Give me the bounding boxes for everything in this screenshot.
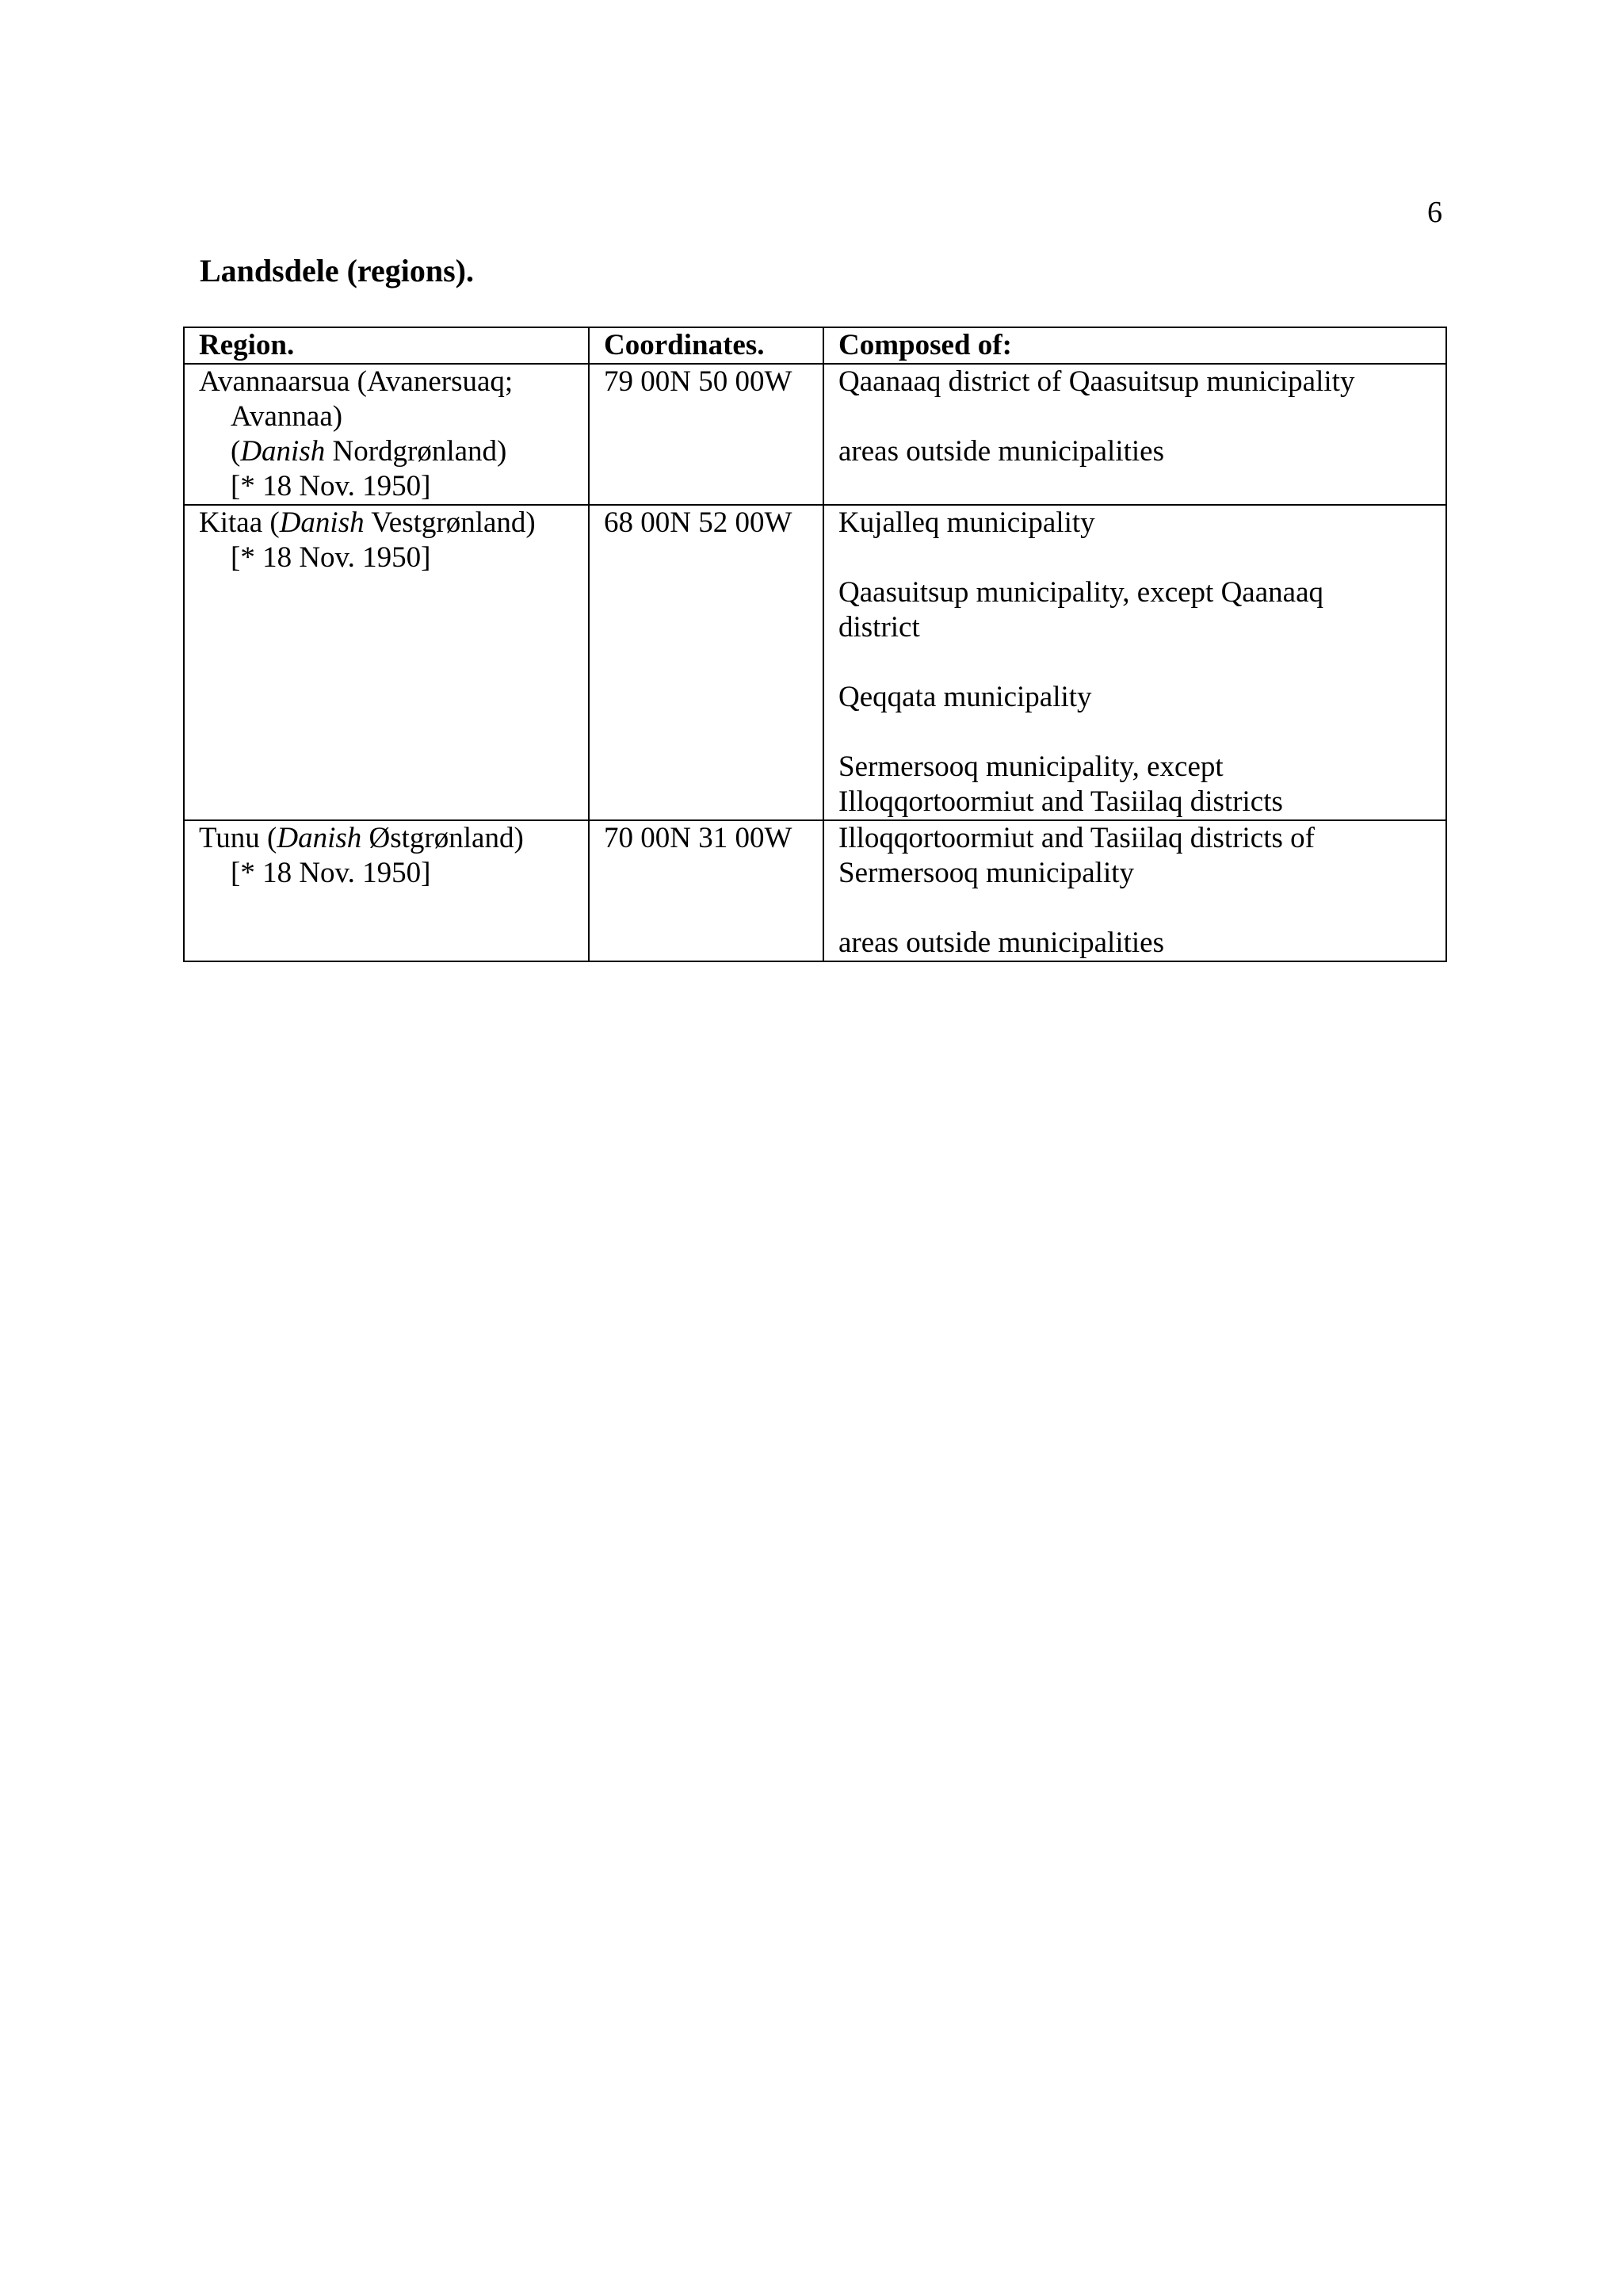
composed-of-cell — [823, 505, 1446, 820]
composed-of-line: Illoqqortoormiut and Tasiilaq districts — [838, 785, 1283, 818]
region-text: Vestgrønland) — [364, 506, 536, 539]
region-line — [199, 365, 588, 399]
coordinates-cell: 79 00N 50 00W — [589, 364, 823, 505]
region-cell — [184, 820, 589, 961]
composed-of-line: Qeqqata municipality — [838, 681, 1092, 713]
region-italic-text: Danish — [277, 822, 362, 854]
paragraph-gap — [838, 399, 1445, 434]
region-line — [199, 821, 588, 856]
region-cell — [184, 364, 589, 505]
region-text: [* 18 Nov. 1950] — [231, 541, 431, 574]
paragraph-gap — [838, 891, 1445, 926]
header-region: Region. — [184, 327, 589, 364]
coordinates-cell: 68 00N 52 00W — [589, 505, 823, 820]
region-text: [* 18 Nov. 1950] — [231, 857, 431, 889]
region-text: Østgrønland) — [361, 822, 524, 854]
region-line — [199, 399, 588, 434]
table-row — [184, 505, 1446, 820]
composed-of-line: Qaanaaq district of Qaasuitsup municipality — [838, 365, 1355, 398]
table-row — [184, 820, 1446, 961]
composed-of-line: Kujalleq municipality — [838, 506, 1095, 539]
header-coordinates: Coordinates. — [589, 327, 823, 364]
composed-of-line: areas outside municipalities — [838, 435, 1164, 468]
page-number: 6 — [1427, 196, 1442, 229]
regions-table — [183, 327, 1447, 962]
table-row — [184, 364, 1446, 505]
composed-of-line: Sermersooq municipality, except — [838, 751, 1224, 783]
composed-of-line: Illoqqortoormiut and Tasiilaq districts of — [838, 822, 1315, 854]
table-header-row — [184, 327, 1446, 364]
region-line — [199, 434, 588, 469]
paragraph-gap — [838, 541, 1445, 575]
region-text: Tunu ( — [199, 822, 277, 854]
region-text: Kitaa ( — [199, 506, 280, 539]
composed-of-line: areas outside municipalities — [838, 926, 1164, 959]
composed-of-cell — [823, 364, 1446, 505]
composed-of-line: Sermersooq municipality — [838, 857, 1135, 889]
region-text: Avannaarsua (Avanersuaq; — [199, 365, 514, 398]
region-text: Avannaa) — [231, 400, 343, 433]
region-text: ( — [231, 435, 241, 468]
composed-of-line: district — [838, 611, 920, 644]
region-italic-text: Danish — [279, 506, 365, 539]
paragraph-gap — [838, 715, 1445, 750]
region-text: [* 18 Nov. 1950] — [231, 470, 431, 502]
composed-of-line: Qaasuitsup municipality, except Qaanaaq — [838, 576, 1323, 609]
section-title: Landsdele (regions). — [200, 253, 474, 288]
composed-of-cell — [823, 820, 1446, 961]
coordinates-cell: 70 00N 31 00W — [589, 820, 823, 961]
region-line — [199, 469, 588, 504]
header-composed-of: Composed of: — [823, 327, 1446, 364]
region-line — [199, 541, 588, 575]
region-line — [199, 506, 588, 541]
table-body — [184, 364, 1446, 961]
region-cell — [184, 505, 589, 820]
region-line — [199, 856, 588, 891]
paragraph-gap — [838, 645, 1445, 680]
region-italic-text: Danish — [240, 435, 326, 468]
region-text: Nordgrønland) — [325, 435, 507, 468]
